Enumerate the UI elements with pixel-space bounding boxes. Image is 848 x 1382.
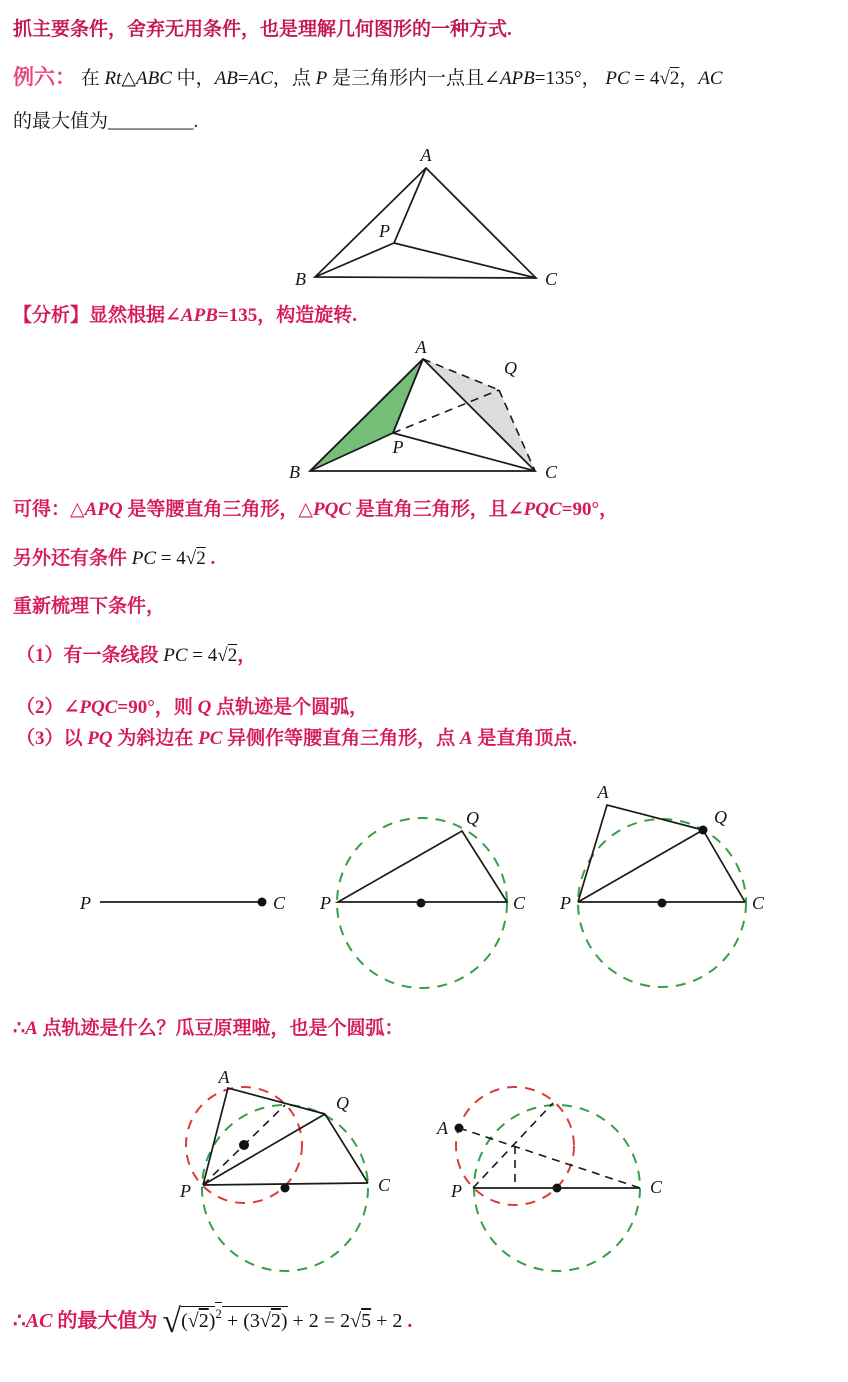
label-C: C: [378, 1175, 391, 1195]
segment-ap: [394, 168, 426, 243]
segments-pa-aq: [578, 805, 703, 902]
figure-circle-q-locus-with-a: [559, 782, 765, 987]
label-Q: Q: [336, 1093, 349, 1113]
label-P: P: [80, 893, 91, 913]
segment-pc: [203, 1183, 368, 1185]
label-P: P: [320, 893, 331, 913]
label-P: P: [451, 1181, 462, 1201]
intro-line: 抓主要条件，舍弃无用条件，也是理解几何图形的一种方式.: [13, 19, 512, 40]
center-dot: [417, 899, 426, 908]
center-dot: [658, 899, 667, 908]
analysis-line: 【分析】显然根据∠APB=135，构造旋转.: [13, 305, 357, 326]
label-C: C: [273, 893, 286, 913]
label-P: P: [180, 1181, 191, 1201]
segments-pa-aq: [203, 1088, 325, 1185]
figure-segment-pc: [79, 893, 286, 913]
label-P: P: [560, 893, 571, 913]
label-C: C: [752, 893, 765, 913]
segment-qc: [325, 1114, 368, 1183]
dashed-ac: [459, 1128, 640, 1188]
final-answer-line: ∴AC 的最大值为 $√(√2)^2 + (3√2) + 2 = 2√5 + 2$ .: [13, 1303, 413, 1340]
label-A: A: [218, 1067, 230, 1087]
label-C: C: [513, 893, 526, 913]
locus-question-line: ∴A 点轨迹是什么？瓜豆原理啦，也是个圆弧：: [13, 1018, 404, 1039]
segment-pc: [394, 243, 536, 278]
label-C: C: [545, 462, 558, 482]
condition-2-line: （2）∠PQC=90°，则 Q 点轨迹是个圆弧，: [16, 697, 369, 718]
condition-1-line: （1）有一条线段 PC = 4√2，: [16, 645, 257, 666]
point-dot-q: [699, 826, 708, 835]
label-C: C: [545, 269, 558, 289]
label-P: P: [392, 437, 404, 457]
segment-qc: [703, 830, 745, 902]
figure-triangle-p-inside: [0, 140, 848, 302]
reorganize-line: 重新梳理下条件，: [13, 596, 166, 617]
point-dot-c: [258, 898, 267, 907]
segment-bp: [315, 243, 394, 277]
figure-a-locus-construction: [179, 1067, 391, 1271]
condition-3-line: （3）以 PQ 为斜边在 PC 异侧作等腰直角三角形，点 A 是直角顶点.: [16, 728, 578, 749]
label-B: B: [295, 269, 306, 289]
figure-circle-q-locus: [319, 808, 526, 988]
triangle-pqc: [338, 831, 507, 902]
label-Q: Q: [714, 807, 727, 827]
triangle-abc: [315, 168, 536, 278]
problem-line: 例六： 在 Rt△ABC 中，AB=AC，点 P 是三角形内一点且∠APB=135°， PC = 4√2，AC: [13, 65, 723, 89]
label-Q: Q: [466, 808, 479, 828]
label-B: B: [289, 462, 300, 482]
figure-rotation-construction: [0, 335, 848, 487]
derivation-line: 可得：△APQ 是等腰直角三角形，△PQC 是直角三角形，且∠PQC=90°，: [13, 499, 619, 520]
label-C: C: [650, 1177, 663, 1197]
label-P: P: [379, 221, 390, 241]
label-A: A: [597, 782, 609, 802]
label-A: A: [420, 145, 432, 165]
label-Q: Q: [504, 358, 517, 378]
figure-locus-steps: [0, 760, 848, 1010]
label-A: A: [415, 337, 427, 357]
figure-a-locus-pair: [0, 1065, 848, 1297]
figure-a-locus-max: [436, 1087, 663, 1271]
extra-condition-line: 另外还有条件 PC = 4√2 .: [13, 548, 216, 569]
problem-line-2: 的最大值为_________.: [13, 111, 199, 132]
dashed-p-intersection: [473, 1103, 553, 1188]
label-A: A: [437, 1118, 448, 1138]
